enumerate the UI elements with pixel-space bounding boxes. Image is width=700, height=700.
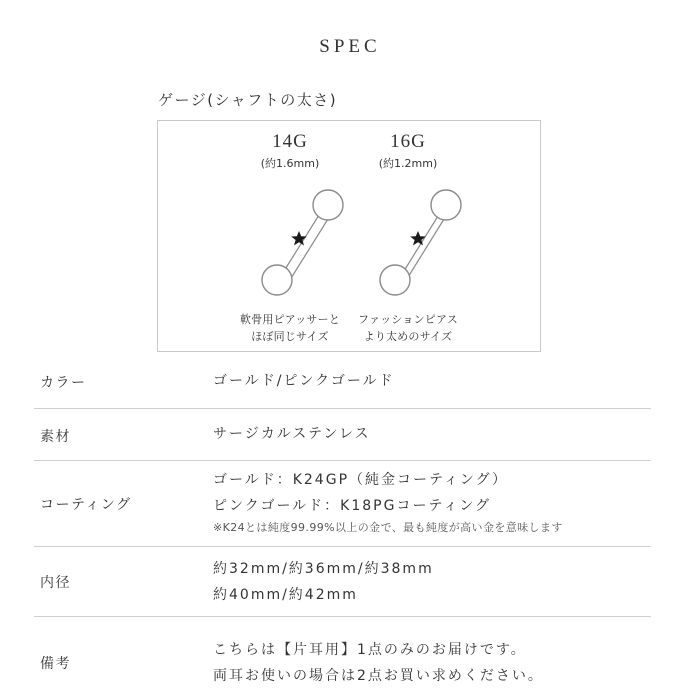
spec-label: コーティング [40,497,132,513]
spec-row-color [34,358,651,409]
barbell-16g-illustration [343,183,473,303]
gauge-desc-line-1: ファッションピアス [358,313,458,326]
gauge-14g [225,121,355,343]
gauge-description [343,311,473,345]
spec-row-material [34,409,651,461]
spec-value [213,556,434,608]
star-icon [410,231,426,245]
spec-label: 内径 [40,575,71,591]
gauge-size-label: 16G [390,131,426,152]
spec-row-coating [34,461,651,547]
diameter-line-2: 約40mm/約42mm [213,587,358,603]
page-title: SPEC [319,36,381,57]
gauge-16g [343,121,473,343]
barbell-14g-illustration [225,183,355,303]
star-icon [291,231,307,245]
spec-label: 備考 [40,656,71,672]
gauge-heading: ゲージ(シャフトの太さ) [158,91,338,109]
diameter-line-1: 約32mm/約36mm/約38mm [213,561,434,577]
spec-value: ゴールド/ピンクゴールド [213,373,395,389]
gauge-mm-label: (約1.6mm) [260,157,320,170]
spec-value [213,467,563,537]
spec-label: カラー [40,375,87,391]
coating-note: ※K24とは純度99.99%以上の金で、最も純度が高い金を意味します [213,521,563,534]
spec-value [213,637,544,689]
gauge-desc-line-2: より太めのサイズ [363,330,453,343]
spec-label: 素材 [40,429,71,445]
coating-line-2: ピンクゴールド：K18PGコーティング [213,498,492,514]
gauge-desc-line-2: ほぼ同じサイズ [251,330,329,343]
spec-row-remarks [34,617,651,695]
remarks-line-2: 両耳お使いの場合は2点お買い求めください。 [213,668,544,684]
coating-line-1: ゴールド：K24GP（純金コーティング） [213,472,509,488]
gauge-desc-line-1: 軟骨用ピアッサーと [239,313,341,326]
spec-row-inner-diameter [34,547,651,617]
spec-value: サージカルステンレス [213,426,371,442]
gauge-size-label: 14G [272,131,308,152]
remarks-line-1: こちらは【片耳用】1点のみのお届けです。 [213,642,527,658]
spec-table [34,358,651,695]
gauge-description [225,311,355,345]
gauge-mm-label: (約1.2mm) [378,157,438,170]
gauge-diagram-box [157,120,541,352]
